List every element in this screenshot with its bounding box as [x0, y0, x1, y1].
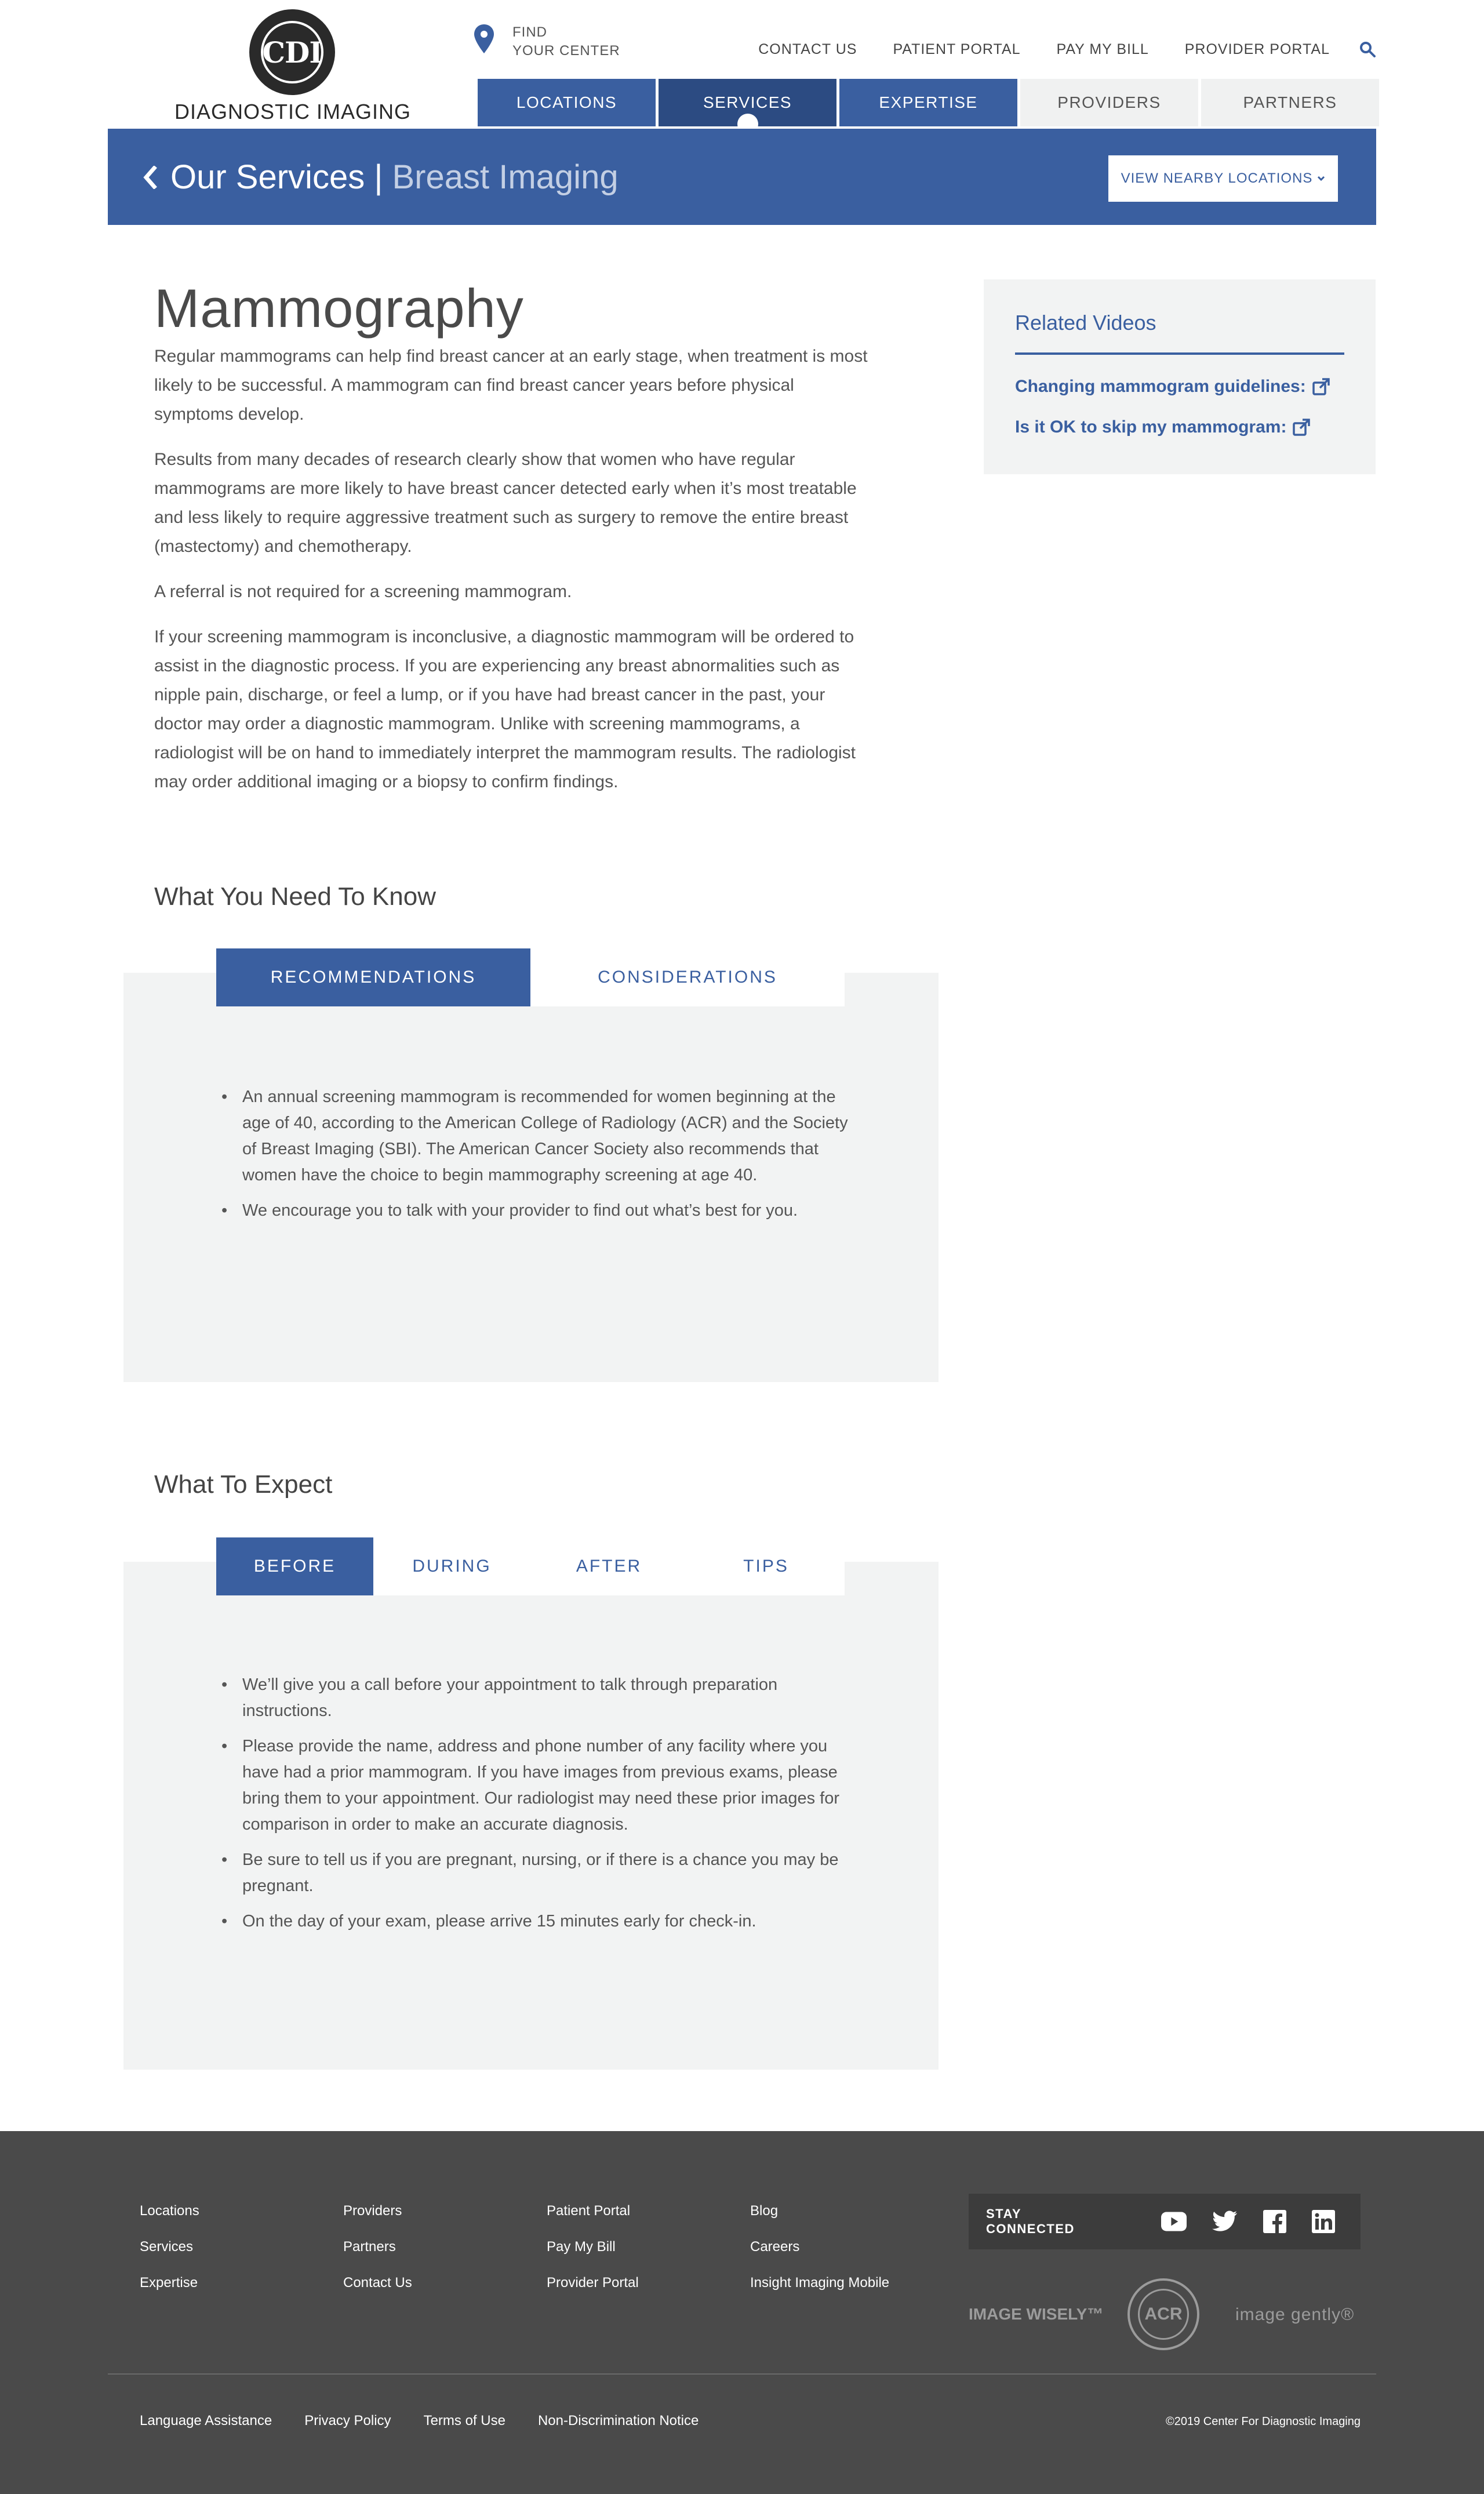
nav-contact-us[interactable]: CONTACT US [758, 41, 857, 57]
stay-connected-label: STAY CONNECTED [986, 2206, 1075, 2236]
main-nav-label: EXPERTISE [879, 93, 978, 111]
footer-link-careers[interactable]: Careers [750, 2239, 800, 2255]
copyright-text: ©2019 Center For Diagnostic Imaging [1165, 2415, 1361, 2428]
logo-mark [249, 9, 335, 95]
footer-link-patient-portal[interactable]: Patient Portal [547, 2203, 631, 2219]
footer-divider [108, 2373, 1376, 2375]
footer-link-privacy-policy[interactable]: Privacy Policy [304, 2413, 391, 2428]
intro-paragraph: If your screening mammogram is inconclusive, a diagnostic mammogram will be ordered to assist in the diagnostic process. If you are experiencing any breast abnormalities such as nipple pain, discharge, or feel a lump, or if you have had breast cancer in the past, your doctor may order a diagnostic mammogram. Unlike with screening mammograms, a radiologist will be on hand to immediately interpret the mammogram results. The radiologist may order additional imaging or a biopsy to confirm findings. [154, 627, 856, 791]
footer-link-pay-my-bill[interactable]: Pay My Bill [547, 2239, 616, 2255]
section-banner [108, 129, 1376, 225]
logo-text: DIAGNOSTIC IMAGING [174, 100, 412, 123]
footer-link-partners[interactable]: Partners [343, 2239, 396, 2255]
main-nav-label: PARTNERS [1243, 93, 1337, 111]
list-item: • On the day of your exam, please arrive 15 minutes early for check-in. [221, 1908, 853, 1935]
footer-link-terms-of-use[interactable]: Terms of Use [423, 2413, 505, 2428]
stay-connected-bar [969, 2194, 1361, 2249]
footer-link-insight-imaging[interactable]: Insight Imaging Mobile [750, 2275, 890, 2291]
tab-considerations[interactable] [530, 948, 845, 1006]
related-videos-sidebar [984, 279, 1376, 474]
footer-column [343, 2203, 412, 2311]
main-nav-label: PROVIDERS [1057, 93, 1161, 111]
expect-list [221, 1672, 853, 1944]
utility-nav [722, 41, 1376, 58]
list-item: • We encourage you to talk with your provider to find out what’s best for you. [221, 1198, 853, 1224]
video-link-guidelines[interactable] [1015, 377, 1330, 397]
youtube-icon[interactable] [1161, 2209, 1187, 2234]
footer-link-locations[interactable]: Locations [140, 2203, 199, 2219]
banner-subtitle: Breast Imaging [392, 158, 619, 196]
footer-link-non-discrimination[interactable]: Non-Discrimination Notice [537, 2413, 699, 2428]
footer-link-blog[interactable]: Blog [750, 2203, 779, 2219]
tab-label: RECOMMENDATIONS [270, 968, 477, 987]
tab-after[interactable] [530, 1537, 688, 1595]
page-title: Mammography [154, 278, 524, 339]
footer-link-contact-us[interactable]: Contact Us [343, 2275, 412, 2291]
nav-pay-my-bill[interactable]: PAY MY BILL [1056, 41, 1149, 57]
banner-title [143, 158, 619, 197]
intro-paragraph: A referral is not required for a screening mammogram. [154, 582, 572, 601]
expect-heading: What To Expect [154, 1470, 333, 1499]
partner-badges [969, 2278, 1361, 2354]
expect-tabs [216, 1537, 845, 1595]
main-nav [478, 79, 1382, 126]
main-nav-services[interactable] [659, 79, 836, 126]
linkedin-icon[interactable] [1312, 2209, 1335, 2234]
know-tabs [216, 948, 845, 1006]
sidebar-divider [1015, 352, 1344, 355]
twitter-icon[interactable] [1212, 2209, 1238, 2234]
tab-label: AFTER [576, 1557, 642, 1576]
footer-column [547, 2203, 639, 2311]
main-nav-label: SERVICES [703, 93, 792, 111]
main-nav-locations[interactable] [478, 79, 656, 126]
banner-title-main[interactable]: Our Services [170, 158, 365, 196]
external-link-icon [1312, 377, 1330, 396]
tab-before[interactable] [216, 1537, 373, 1595]
video-link-skip[interactable] [1015, 417, 1311, 437]
footer-column [750, 2203, 889, 2311]
main-nav-label: LOCATIONS [516, 93, 617, 111]
footer-column [140, 2203, 199, 2311]
list-item: • We’ll give you a call before your appointment to talk through preparation instructions. [221, 1672, 853, 1724]
know-heading: What You Need To Know [154, 882, 436, 911]
footer-link-provider-portal[interactable]: Provider Portal [547, 2275, 639, 2291]
footer-link-language-assistance[interactable]: Language Assistance [140, 2413, 272, 2428]
map-pin-icon [473, 23, 495, 54]
logo-mark-text: CDI [262, 35, 322, 70]
image-wisely-logo[interactable]: IMAGE WISELY™ [969, 2305, 1104, 2323]
view-nearby-locations-label: VIEW NEARBY LOCATIONS [1121, 170, 1313, 186]
main-nav-expertise[interactable] [839, 79, 1017, 126]
related-videos-title: Related Videos [1015, 311, 1156, 335]
tab-label: BEFORE [253, 1557, 336, 1576]
nav-provider-portal[interactable]: PROVIDER PORTAL [1184, 41, 1330, 57]
intro-paragraph: Results from many decades of research clearly show that women who have regular mammograms are more likely to have breast cancer detected early when it’s most treatable and less likely to require aggressive treatment such as surgery to remove the entire breast (mastectomy) and chemotherapy. [154, 450, 857, 556]
video-link-label: Changing mammogram guidelines: [1015, 377, 1306, 396]
site-footer [0, 2131, 1484, 2494]
main-nav-providers[interactable] [1020, 79, 1198, 126]
find-your-center-link[interactable] [473, 23, 620, 60]
list-item: • Be sure to tell us if you are pregnant, nursing, or if there is a chance you may be pregnant. [221, 1847, 853, 1899]
acr-seal-text: ACR [1138, 2289, 1189, 2340]
intro-text [154, 342, 876, 813]
list-item: • Please provide the name, address and phone number of any facility where you have had a prior mammogram. If you have images from previous exams, please bring them to your appointment. Our radiologist may need these prior images for comparison in order to make an accurate diagnosis. [221, 1733, 853, 1838]
footer-bottom-links [140, 2413, 731, 2429]
tab-label: DURING [412, 1557, 492, 1576]
tab-label: TIPS [743, 1557, 789, 1576]
chevron-down-icon [1317, 176, 1325, 181]
chevron-left-icon[interactable] [143, 166, 158, 189]
cdi-logo[interactable] [174, 7, 412, 123]
search-icon[interactable] [1359, 41, 1376, 58]
list-item: • An annual screening mammogram is recommended for women beginning at the age of 40, according to the American College of Radiology (ACR) and the Society of Breast Imaging (SBI). The American Cancer Society also recommends that women have the choice to begin mammography screening at age 40. [221, 1084, 853, 1188]
tab-during[interactable] [373, 1537, 530, 1595]
view-nearby-locations-button[interactable] [1108, 155, 1338, 202]
tab-recommendations[interactable] [216, 948, 530, 1006]
footer-link-providers[interactable]: Providers [343, 2203, 402, 2219]
tab-tips[interactable] [688, 1537, 845, 1595]
know-list [221, 1084, 853, 1233]
site-header [0, 0, 1484, 129]
image-gently-logo[interactable]: image gently® [1235, 2305, 1355, 2324]
find-text-line1: FIND [512, 24, 547, 40]
nav-patient-portal[interactable]: PATIENT PORTAL [893, 41, 1021, 57]
acr-seal-logo[interactable] [1127, 2278, 1199, 2350]
main-nav-partners[interactable] [1201, 79, 1379, 126]
banner-separator: | [365, 158, 392, 196]
external-link-icon [1292, 418, 1311, 437]
facebook-icon[interactable] [1263, 2209, 1286, 2234]
video-link-label: Is it OK to skip my mammogram: [1015, 417, 1287, 437]
footer-link-expertise[interactable]: Expertise [140, 2275, 198, 2291]
tab-label: CONSIDERATIONS [598, 968, 777, 987]
find-text-line2: YOUR CENTER [512, 43, 620, 59]
footer-link-services[interactable]: Services [140, 2239, 194, 2255]
intro-paragraph: Regular mammograms can help find breast cancer at an early stage, when treatment is most likely to be successful. A mammogram can find breast cancer years before physical symptoms develop. [154, 347, 868, 424]
